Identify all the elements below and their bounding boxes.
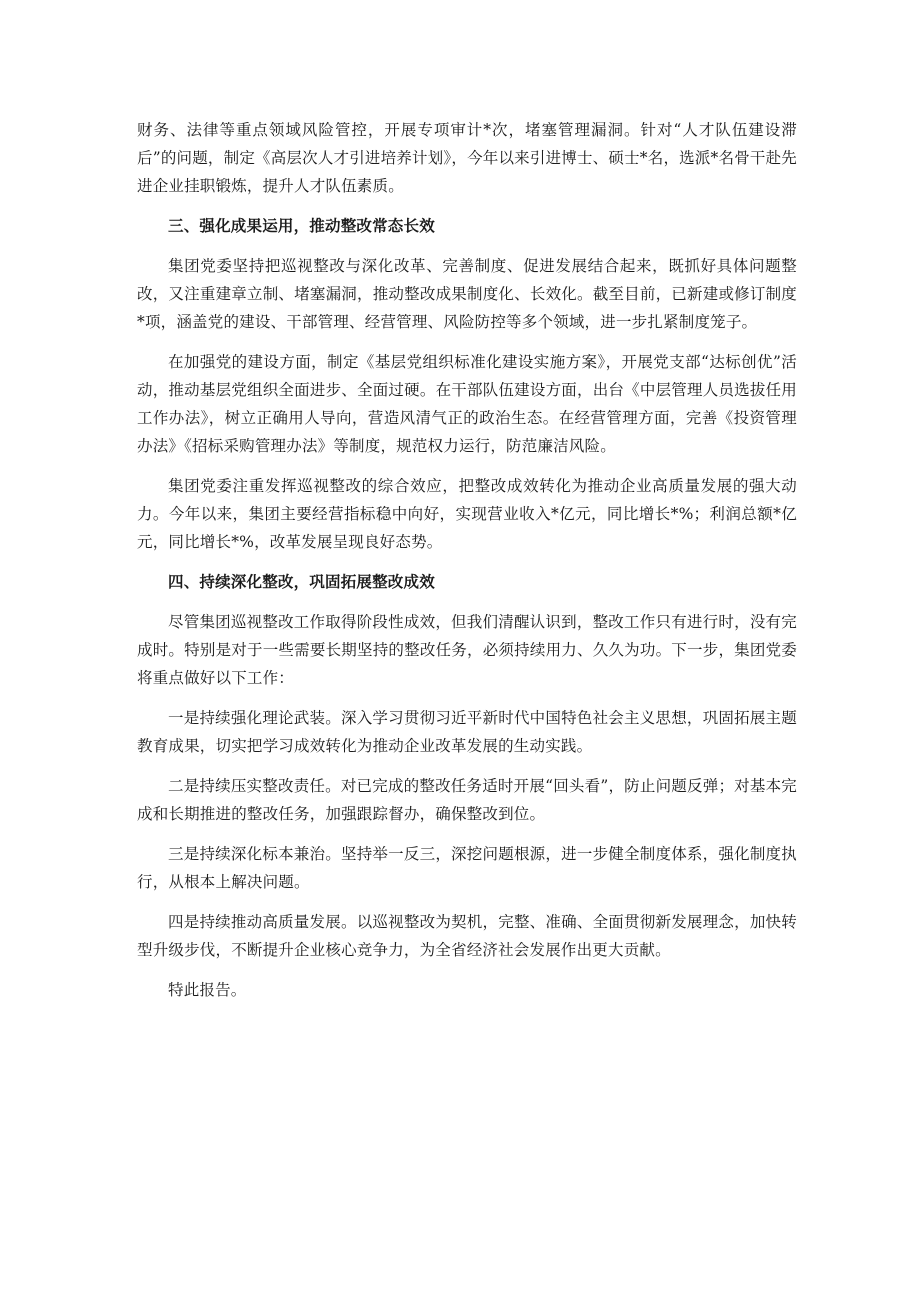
paragraph-business-results: 集团党委注重发挥巡视整改的综合效应，把整改成效转化为推动企业高质量发展的强大动力。今年以来，集团主要经营指标稳中向好，实现营业收入*亿元，同比增长*%；利润总额*亿元，同比增长*%，改革发展呈现良好态势。 [137, 477, 797, 551]
section-heading-4: 四、持续深化整改，巩固拓展整改成效 [168, 572, 435, 591]
paragraph-institution-building: 集团党委坚持把巡视整改与深化改革、完善制度、促进发展结合起来，既抓好具体问题整改，又注重建章立制、堵塞漏洞，推动整改成果制度化、长效化。截至目前，已新建或修订制度*项，涵盖党的建设、干部管理、经营管理、风险防控等多个领域，进一步扎紧制度笼子。 [137, 257, 797, 331]
paragraph-step-four: 四是持续推动高质量发展。以巡视整改为契机，完整、准确、全面贯彻新发展理念，加快转型升级步伐，不断提升企业核心竞争力，为全省经济社会发展作出更大贡献。 [137, 913, 797, 959]
paragraph-step-one: 一是持续强化理论武装。深入学习贯彻习近平新时代中国特色社会主义思想，巩固拓展主题教育成果，切实把学习成效转化为推动企业改革发展的生动实践。 [137, 709, 797, 755]
section-heading-3: 三、强化成果运用，推动整改常态长效 [168, 216, 435, 235]
paragraph-continuation: 财务、法律等重点领域风险管控，开展专项审计*次，堵塞管理漏洞。针对“人才队伍建设滞后”的问题，制定《高层次人才引进培养计划》，今年以来引进博士、硕士*名，选派*名骨干赴先进企业挂职锻炼，提升人才队伍素质。 [137, 121, 797, 195]
document-page [137, 116, 797, 1016]
paragraph-step-two: 二是持续压实整改责任。对已完成的整改任务适时开展“回头看”，防止问题反弹；对基本完成和长期推进的整改任务，加强跟踪督办，确保整改到位。 [137, 777, 797, 823]
paragraph-system-details: 在加强党的建设方面，制定《基层党组织标准化建设实施方案》，开展党支部“达标创优”活动，推动基层党组织全面进步、全面过硬。在干部队伍建设方面，出台《中层管理人员选拔任用工作办法》，树立正确用人导向，营造风清气正的政治生态。在经营管理方面，完善《投资管理办法》《招标采购管理办法》等制度，规范权力运行，防范廉洁风险。 [137, 353, 797, 455]
paragraph-step-three: 三是持续深化标本兼治。坚持举一反三，深挖问题根源，进一步健全制度体系，强化制度执行，从根本上解决问题。 [137, 845, 797, 891]
paragraph-next-steps-intro: 尽管集团巡视整改工作取得阶段性成效，但我们清醒认识到，整改工作只有进行时，没有完成时。特别是对于一些需要长期坚持的整改任务，必须持续用力、久久为功。下一步，集团党委将重点做好以下工作： [137, 613, 797, 687]
closing-statement: 特此报告。 [168, 981, 247, 999]
